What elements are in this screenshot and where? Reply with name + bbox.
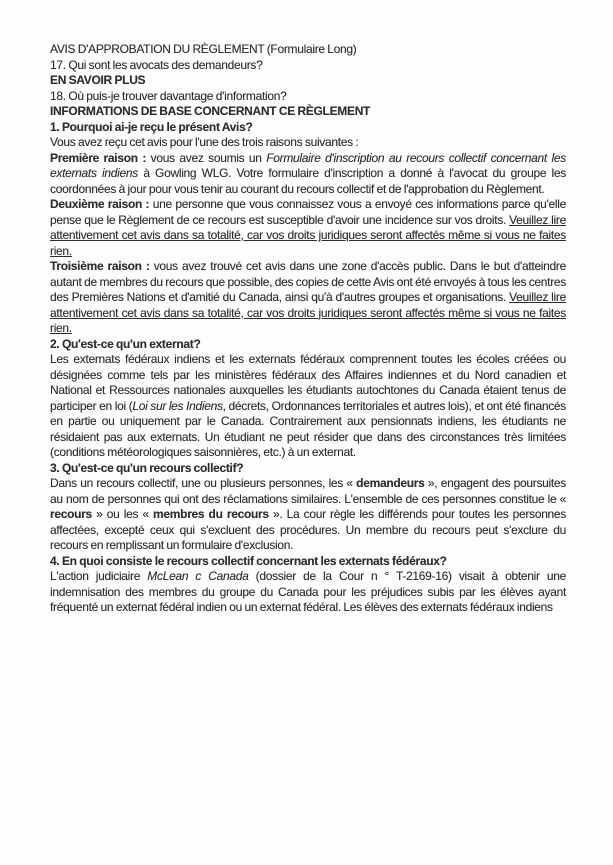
reason-deuxieme-label: Deuxième raison : [50,197,150,211]
question-4-text: L'action judiciaire [50,569,148,583]
question-2-heading: 2. Qu'est-ce qu'un externat? [50,336,201,351]
question-3-paragraph [50,476,566,554]
question-3-text-3: » ou les « [91,507,154,521]
question-1-heading: 1. Pourquoi ai-je reçu le présent Avis? [50,119,253,134]
question-4-heading: 4. En quoi consiste le recours collectif concernant les externats fédéraux? [50,553,447,568]
reason-troisieme [50,259,566,337]
term-membres-du-recours: membres du recours [153,507,269,521]
toc-question-18: 18. Où puis-je trouver davantage d'information? [50,88,287,103]
question-3-heading: 3. Qu'est-ce qu'un recours collectif? [50,460,244,475]
question-4-paragraph [50,569,566,616]
question-4-text-2: (dossier de la Cour n ° T-2169-16) visait à obtenir une indemnisation des membres du groupe du Canada pour les préjudices subis par les élèves ayant fréquenté un externat fédéral indien ou un externat fédéral. Les élèves des externats fédéraux indiens [50,569,566,614]
reason-premiere-label: Première raison : [50,150,147,165]
section-heading-informations-de-base: INFORMATIONS DE BASE CONCERNANT CE RÈGLEMENT [50,104,371,118]
question-3-text-2: », engagent des poursuites au nom de personnes qui ont des réclamations similaires. L'ensemble de ces personnes constitue le « [50,476,566,506]
mclean-c-canada-italic: McLean c Canada [147,569,249,583]
reason-premiere-form-title: Formulaire d'inscription au recours collectif concernant les externats indiens [50,150,566,180]
reason-deuxieme-underlined-warning: Veuillez lire attentivement cet avis dans sa totalité, car vos droits juridiques seront affectés même si vous ne faites rien. [50,212,566,258]
question-2-paragraph [50,352,566,461]
term-demandeurs: demandeurs [356,476,425,490]
toc-heading-en-savoir-plus: EN SAVOIR PLUS [50,73,146,87]
loi-sur-les-indiens-italic: Loi sur les Indiens [132,398,223,413]
reason-deuxieme [50,197,566,259]
question-3-text-4: ». La cour règle les différends pour toutes les personnes affectées, excepté ceux qui s'excluent des procédures. Un membre du recours peut s'exclure du recours en remplissant un formulaire d'exclusion. [50,507,567,552]
reason-premiere-text-2: à Gowling WLG. Votre formulaire d'inscription a donné à l'avocat du groupe les coordonnées à jour pour vous tenir au courant du recours collectif et de l'approbation du Règlement. [50,166,566,196]
reason-deuxieme-text: une personne que vous connaissez vous a envoyé ces informations parce qu'elle pense que le Règlement de ce recours est susceptible d'avoir une incidence sur vos droits. [50,197,566,227]
term-recours: recours [50,507,92,521]
document-title: AVIS D'APPROBATION DU RÈGLEMENT (Formulaire Long) [50,42,357,56]
reason-troisieme-text: vous avez trouvé cet avis dans une zone d'accès public. Dans le but d'atteindre autant de membres du recours que possible, des copies de cette Avis ont été envoyés à tous les centres des Premières Nations et d'amitié du Canada, ainsi qu'à d'autres groupes et organisations. [50,259,566,304]
question-2-text-2: , décrets, Ordonnances territoriales et autres lois), et ont été financés en partie ou uniquement par le Canada. Contrairement aux pensionnats indiens, les étudiants ne résidaient pas aux externats. Un étudiant ne peut résider que dans des circonstances très limitées (conditions météorologiques saisonnières, etc.) à un externat. [50,398,566,459]
question-2-text: Les externats fédéraux indiens et les externats fédéraux comprennent toutes les écoles créées ou désignées comme tels par les ministères fédéraux des Affaires indiennes et du Nord canadien et National et Ressources nationales auxquelles les étudiants autochtones du Canada étaient tenus de participer en loi ( [50,352,566,413]
question-1-intro: Vous avez reçu cet avis pour l'une des trois raisons suivantes : [50,135,359,149]
toc-question-17: 17. Qui sont les avocats des demandeurs? [50,57,263,72]
reason-premiere [50,151,566,198]
question-3-text: Dans un recours collectif, une ou plusieurs personnes, les « [50,476,357,490]
reason-troisieme-underlined-warning: Veuillez lire attentivement cet avis dans sa totalité, car vos droits juridiques seront affectés même si vous ne faites rien. [50,290,566,335]
reason-troisieme-label: Troisième raison : [50,259,150,273]
reason-premiere-text: vous avez soumis un [146,150,267,165]
